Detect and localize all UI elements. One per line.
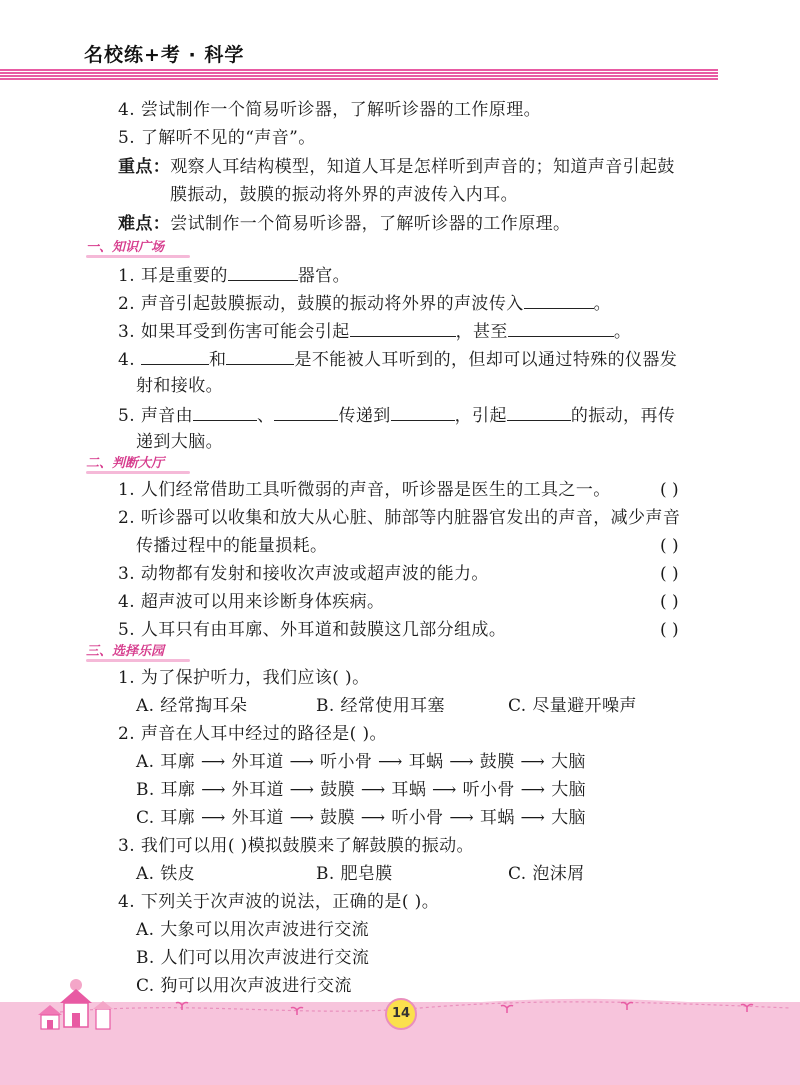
s1-q5-text-c: 传递到 [338, 406, 391, 426]
s1-q5-blank-4[interactable] [507, 402, 571, 421]
s2-item-3: 3. 动物都有发射和接收次声波或超声波的能力。 [118, 564, 489, 584]
s2-answer-5[interactable]: ( ) [660, 620, 679, 640]
section-1-decoration [86, 255, 190, 258]
s1-q5-line2: 递到大脑。 [136, 432, 223, 452]
s3-q3-option-a[interactable]: A. 铁皮 [136, 864, 196, 884]
s1-q2-text-b: 。 [593, 294, 612, 314]
s3-q2-stem: 2. 声音在人耳中经过的路径是( )。 [118, 724, 387, 744]
key-points-line1: 观察人耳结构模型，知道人耳是怎样听到声音的；知道声音引起鼓 [170, 157, 675, 177]
s2-item-4: 4. 超声波可以用来诊断身体疾病。 [118, 592, 385, 612]
sprout-icon [500, 1003, 514, 1013]
s1-q1-text-a: 1. 耳是重要的 [118, 266, 228, 286]
section-2-title-text: 二、判断大厅 [86, 456, 165, 471]
section-1-title [86, 238, 190, 258]
s1-q4-blank-2[interactable] [226, 346, 294, 365]
header-rule [0, 69, 718, 80]
s1-question-1 [118, 262, 350, 288]
s1-q2-blank[interactable] [524, 290, 594, 309]
s1-q5-text-a: 5. 声音由 [118, 406, 194, 426]
s3-q4-option-c[interactable]: C. 狗可以用次声波进行交流 [136, 976, 352, 996]
s3-q4-stem: 4. 下列关于次声波的说法，正确的是( )。 [118, 892, 440, 912]
s1-q2-text-a: 2. 声音引起鼓膜振动，鼓膜的振动将外界的声波传入 [118, 294, 524, 314]
house-icon [30, 975, 120, 1035]
s1-q5-blank-2[interactable] [274, 402, 338, 421]
key-points-label: 重点： [118, 157, 171, 177]
key-points-line2: 膜振动，鼓膜的振动将外界的声波传入内耳。 [170, 185, 518, 205]
s3-q3-stem: 3. 我们可以用( )模拟鼓膜来了解鼓膜的振动。 [118, 836, 474, 856]
s1-q4-line2: 射和接收。 [136, 376, 223, 396]
s3-q3-option-c[interactable]: C. 泡沫屑 [508, 864, 585, 884]
s1-q3-text-b: ，甚至 [455, 322, 508, 342]
s1-q5-blank-1[interactable] [193, 402, 257, 421]
difficulty-label: 难点： [118, 214, 171, 234]
s3-q4-option-b[interactable]: B. 人们可以用次声波进行交流 [136, 948, 370, 968]
sprout-icon [175, 1000, 189, 1010]
page-header-title: 名校练+考 · 科学 [84, 44, 245, 66]
s3-q4-option-a[interactable]: A. 大象可以用次声波进行交流 [136, 920, 370, 940]
s1-question-3 [118, 318, 631, 344]
section-3-decoration [86, 659, 190, 662]
sprout-icon [290, 1005, 304, 1015]
s2-item-1: 1. 人们经常借助工具听微弱的声音，听诊器是医生的工具之一。 [118, 480, 611, 500]
s2-answer-3[interactable]: ( ) [660, 564, 679, 584]
s1-q4-blank-1[interactable] [141, 346, 209, 365]
s2-answer-4[interactable]: ( ) [660, 592, 679, 612]
s3-q1-option-b[interactable]: B. 经常使用耳塞 [316, 696, 445, 716]
s1-q4-text-c: 是不能被人耳听到的，但却可以通过特殊的仪器发 [294, 350, 678, 370]
s3-q1-option-a[interactable]: A. 经常掏耳朵 [136, 696, 248, 716]
s1-q4-text-a: 4. [118, 350, 136, 370]
s1-q4-text-b: 和 [209, 350, 227, 370]
s1-question-2 [118, 290, 611, 316]
s1-q3-text-a: 3. 如果耳受到伤害可能会引起 [118, 322, 350, 342]
s3-q2-option-a[interactable]: A. 耳廓 ⟶ 外耳道 ⟶ 听小骨 ⟶ 耳蜗 ⟶ 鼓膜 ⟶ 大脑 [136, 752, 586, 772]
s1-q5-text-e: 的振动，再传 [570, 406, 676, 426]
s3-q1-option-c[interactable]: C. 尽量避开噪声 [508, 696, 637, 716]
s2-item-5: 5. 人耳只有由耳廓、外耳道和鼓膜这几部分组成。 [118, 620, 507, 640]
objective-4: 4. 尝试制作一个简易听诊器，了解听诊器的工作原理。 [118, 100, 542, 120]
objective-5: 5. 了解听不见的“声音”。 [118, 128, 316, 148]
s1-q3-blank-2[interactable] [508, 318, 614, 337]
sprout-icon [620, 1000, 634, 1010]
s3-q2-option-c[interactable]: C. 耳廓 ⟶ 外耳道 ⟶ 鼓膜 ⟶ 听小骨 ⟶ 耳蜗 ⟶ 大脑 [136, 808, 586, 828]
s1-q5-text-b: 、 [257, 406, 275, 426]
s2-answer-2[interactable]: ( ) [660, 536, 679, 556]
s1-question-4 [118, 346, 677, 372]
key-points [118, 155, 675, 179]
s1-question-5 [118, 402, 675, 428]
section-1-title-text: 一、知识广场 [86, 240, 165, 255]
section-2-title [86, 454, 190, 474]
s1-q3-blank-1[interactable] [350, 318, 456, 337]
s3-q2-option-b[interactable]: B. 耳廓 ⟶ 外耳道 ⟶ 鼓膜 ⟶ 耳蜗 ⟶ 听小骨 ⟶ 大脑 [136, 780, 586, 800]
s1-q3-text-c: 。 [613, 322, 632, 342]
s2-item-2: 2. 听诊器可以收集和放大从心脏、肺部等内脏器官发出的声音，减少声音 [118, 508, 681, 528]
section-2-decoration [86, 471, 190, 474]
section-3-title-text: 三、选择乐园 [86, 644, 165, 659]
page-number-badge: 14 [385, 998, 417, 1030]
s3-q1-stem: 1. 为了保护听力，我们应该( )。 [118, 668, 370, 688]
s3-q3-option-b[interactable]: B. 肥皂膜 [316, 864, 393, 884]
difficulty-text: 尝试制作一个简易听诊器，了解听诊器的工作原理。 [170, 214, 571, 234]
s1-q5-text-d: ，引起 [454, 406, 507, 426]
section-3-title [86, 642, 190, 662]
difficulty [118, 212, 570, 236]
s2-item-2-line2: 传播过程中的能量损耗。 [136, 536, 328, 556]
s1-q1-text-b: 器官。 [297, 266, 351, 286]
s2-answer-1[interactable]: ( ) [660, 480, 679, 500]
sprout-icon [740, 1002, 754, 1012]
s1-q5-blank-3[interactable] [391, 402, 455, 421]
s1-q1-blank[interactable] [228, 262, 298, 281]
